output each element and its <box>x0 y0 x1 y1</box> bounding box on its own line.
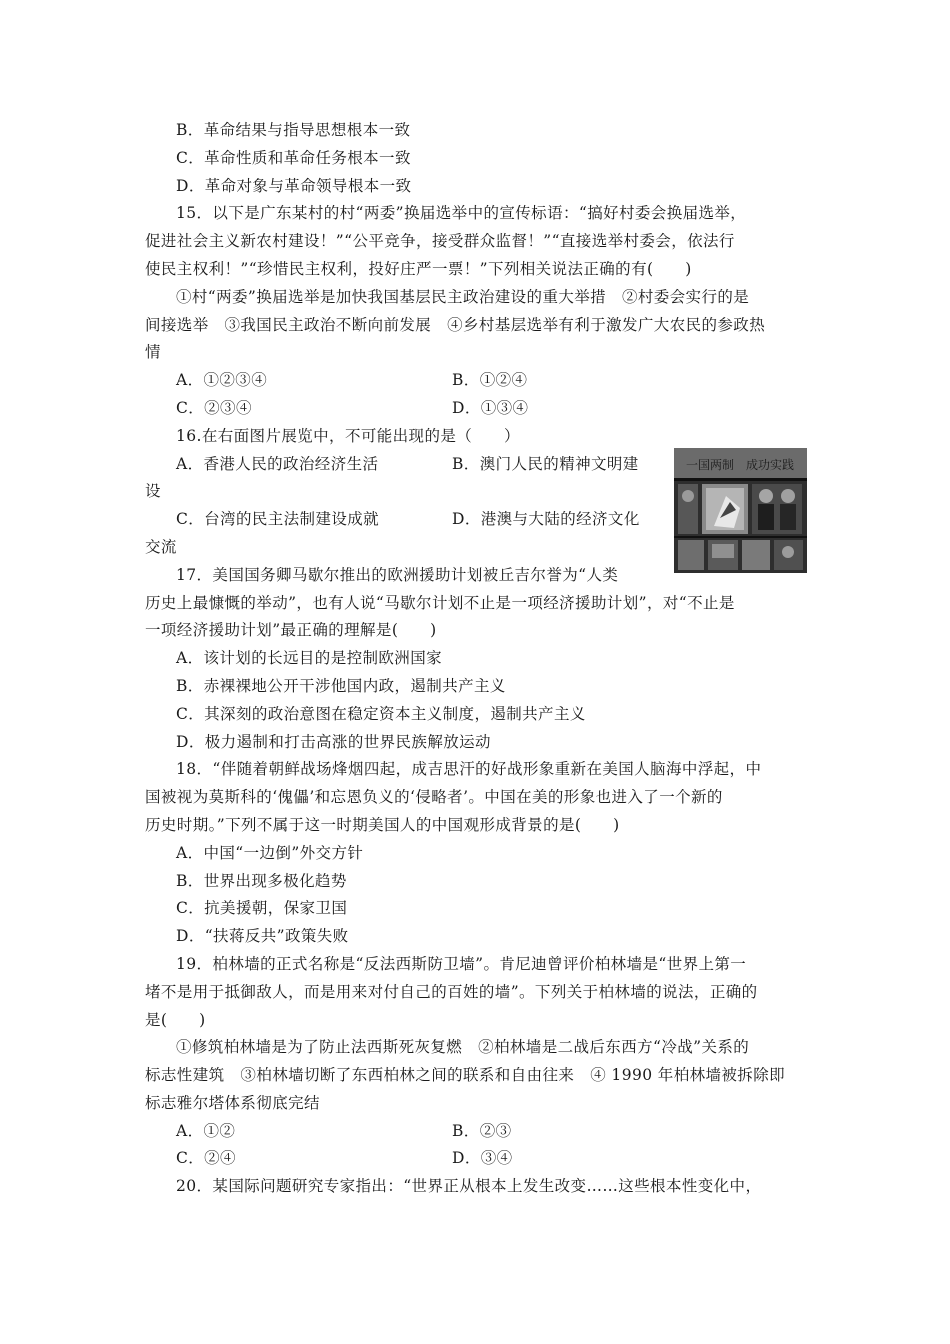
exhibition-photo <box>674 448 807 573</box>
question-15-statements: ①村“两委”换届选举是加快我国基层民主政治建设的重大举措 ②村委会实行的是 <box>176 287 750 306</box>
option-d-continued: 交流 <box>145 537 177 556</box>
question-17-stem: 一项经济援助计划”最正确的理解是( ) <box>145 621 437 640</box>
question-16-options-row <box>145 506 696 534</box>
question-19-stem: 堵不是用于抵御敌人，而是用来对付自己的百姓的墙”。下列关于柏林墙的说法，正确的 <box>145 982 758 1001</box>
question-19-statements: 标志雅尔塔体系彻底完结 <box>145 1093 320 1112</box>
question-17-stem: 17．美国国务卿马歇尔推出的欧洲援助计划被丘吉尔誉为“人类 <box>176 565 619 584</box>
option-c: C．抗美援朝，保家卫国 <box>176 899 348 918</box>
question-19-options-row <box>145 1145 807 1173</box>
option-c-prev: C．革命性质和革命任务根本一致 <box>176 148 411 167</box>
option-b-prev: B．革命结果与指导思想根本一致 <box>176 121 411 139</box>
question-15-stem: 促进社会主义新农村建设！”“公平竞争，接受群众监督！”“直接选举村委会，依法行 <box>145 232 735 251</box>
option-a: A．①②③④ <box>176 371 268 390</box>
option-d: D．港澳与大陆的经济文化 <box>452 510 640 529</box>
option-a: A．香港人民的政治经济生活 <box>176 454 379 473</box>
exhibition-photo-illustration <box>674 448 807 573</box>
question-17-stem: 历史上最慷慨的举动”，也有人说“马歇尔计划不止是一项经济援助计划”，对“不止是 <box>145 593 735 612</box>
option-a: A．该计划的长远目的是控制欧洲国家 <box>176 649 442 668</box>
option-d: D．①③④ <box>452 398 529 417</box>
option-c: C．②④ <box>176 1149 236 1168</box>
question-15-statements: 间接选举 ③我国民主政治不断向前发展 ④乡村基层选举有利于激发广大农民的参政热 <box>145 315 766 334</box>
option-d: D．③④ <box>452 1149 513 1168</box>
option-d: D．极力遏制和打击高涨的世界民族解放运动 <box>176 732 491 751</box>
question-19-statements: ①修筑柏林墙是为了防止法西斯死灰复燃 ②柏林墙是二战后东西方“冷战”关系的 <box>176 1038 750 1057</box>
option-d: D．“扶蒋反共”政策失败 <box>176 927 349 946</box>
question-20-stem: 20．某国际问题研究专家指出：“世界正从根本上发生改变……这些根本性变化中， <box>176 1177 762 1196</box>
option-c: C．其深刻的政治意图在稳定资本主义制度，遏制共产主义 <box>176 704 586 723</box>
question-15-options-row <box>145 395 807 423</box>
option-b: B．赤裸裸地公开干涉他国内政，遏制共产主义 <box>176 676 506 695</box>
question-18-stem: 18．“伴随着朝鲜战场烽烟四起，成吉思汗的好战形象重新在美国人脑海中浮起，中 <box>176 760 762 779</box>
question-19-stem: 19．柏林墙的正式名称是“反法西斯防卫墙”。肯尼迪曾评价柏林墙是“世界上第一 <box>176 954 747 973</box>
question-19-statements: 标志性建筑 ③柏林墙切断了东西柏林之间的联系和自由往来 ④ 1990 年柏林墙被拆除即 <box>145 1066 786 1085</box>
question-16-options-row <box>145 451 696 479</box>
question-15-stem: 使民主权利！”“珍惜民主权利，投好庄严一票！”下列相关说法正确的有( ) <box>145 259 692 278</box>
photo-banner-text: 一国两制 成功实践 <box>685 458 795 472</box>
option-b: B．②③ <box>452 1121 512 1140</box>
option-c: C．②③④ <box>176 398 252 417</box>
question-18-stem: 历史时期。”下列不属于这一时期美国人的中国观形成背景的是( ) <box>145 815 620 834</box>
question-18-stem: 国被视为莫斯科的‘傀儡’和忘恩负义的‘侵略者’。中国在美的形象也进入了一个新的 <box>145 788 723 807</box>
option-d-prev: D．革命对象与革命领导根本一致 <box>176 176 412 195</box>
option-c: C．台湾的民主法制建设成就 <box>176 510 380 529</box>
question-16-stem: 16.在右面图片展览中，不可能出现的是（ ） <box>176 426 520 445</box>
option-b-continued: 设 <box>145 482 161 501</box>
question-15-stem: 15．以下是广东某村的村“两委”换届选举中的宣传标语：“搞好村委会换届选举， <box>176 204 747 223</box>
option-a: A．①② <box>176 1121 236 1140</box>
document-page <box>145 117 807 1201</box>
question-15-options-row <box>145 367 807 395</box>
option-a: A．中国“一边倒”外交方针 <box>176 843 364 862</box>
option-b: B．澳门人民的精神文明建 <box>452 454 639 473</box>
question-15-statements: 情 <box>145 343 161 362</box>
option-b: B．世界出现多极化趋势 <box>176 871 347 890</box>
question-19-options-row <box>145 1118 807 1146</box>
question-19-stem: 是( ) <box>145 1010 206 1029</box>
option-b: B．①②④ <box>452 371 528 390</box>
